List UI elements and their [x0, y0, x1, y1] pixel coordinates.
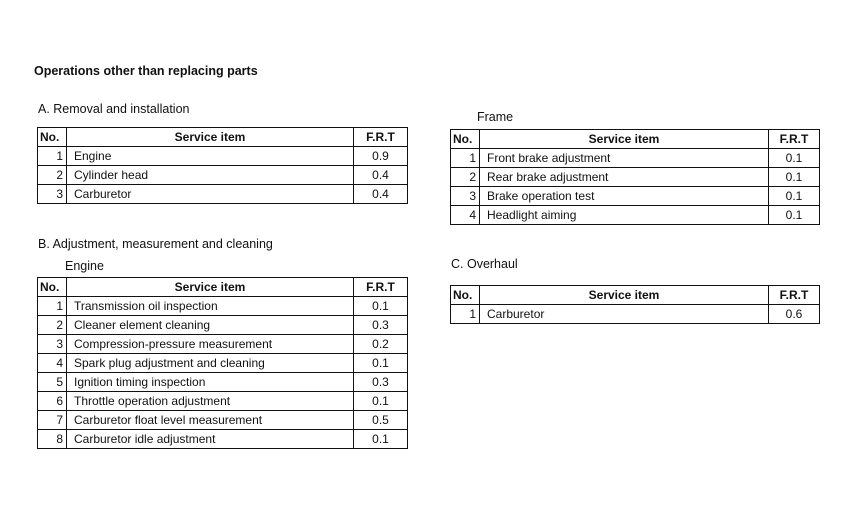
table-row — [38, 373, 408, 392]
service-item: Cylinder head — [67, 166, 354, 185]
service-item: Carburetor idle adjustment — [67, 430, 354, 449]
service-item: Headlight aiming — [480, 206, 769, 225]
row-number: 5 — [38, 373, 67, 392]
row-number: 3 — [38, 335, 67, 354]
row-number: 8 — [38, 430, 67, 449]
row-number: 1 — [451, 305, 480, 324]
table-row — [38, 430, 408, 449]
row-number: 6 — [38, 392, 67, 411]
frame-adjustment-table — [450, 129, 820, 225]
row-number: 2 — [38, 316, 67, 335]
frt-value: 0.1 — [354, 392, 408, 411]
col-header-service-item: Service item — [67, 128, 354, 147]
col-header-frt: F.R.T — [354, 278, 408, 297]
frt-value: 0.1 — [354, 354, 408, 373]
col-header-service-item: Service item — [480, 130, 769, 149]
page-title: Operations other than replacing parts — [34, 64, 258, 78]
table-row — [451, 206, 820, 225]
service-item: Throttle operation adjustment — [67, 392, 354, 411]
service-item: Transmission oil inspection — [67, 297, 354, 316]
row-number: 7 — [38, 411, 67, 430]
col-header-frt: F.R.T — [354, 128, 408, 147]
table-header-row — [38, 128, 408, 147]
col-header-frt: F.R.T — [769, 130, 820, 149]
table-row — [451, 168, 820, 187]
frt-value: 0.1 — [769, 168, 820, 187]
section-a-heading: A. Removal and installation — [38, 102, 190, 116]
service-item: Ignition timing inspection — [67, 373, 354, 392]
table-row — [38, 316, 408, 335]
row-number: 4 — [38, 354, 67, 373]
col-header-no: No. — [38, 278, 67, 297]
frt-value: 0.2 — [354, 335, 408, 354]
frt-value: 0.1 — [769, 149, 820, 168]
table-row — [451, 149, 820, 168]
col-header-no: No. — [38, 128, 67, 147]
frt-value: 0.6 — [769, 305, 820, 324]
overhaul-table — [450, 285, 820, 324]
frt-value: 0.1 — [354, 297, 408, 316]
service-item: Front brake adjustment — [480, 149, 769, 168]
table-row — [38, 335, 408, 354]
table-row — [38, 147, 408, 166]
table-row — [38, 411, 408, 430]
service-item: Brake operation test — [480, 187, 769, 206]
table-header-row — [451, 286, 820, 305]
row-number: 4 — [451, 206, 480, 225]
row-number: 1 — [38, 297, 67, 316]
frt-value: 0.3 — [354, 373, 408, 392]
row-number: 1 — [451, 149, 480, 168]
table-row — [451, 187, 820, 206]
engine-subheading: Engine — [65, 259, 104, 273]
table-row — [38, 166, 408, 185]
table-header-row — [451, 130, 820, 149]
row-number: 2 — [451, 168, 480, 187]
service-item: Spark plug adjustment and cleaning — [67, 354, 354, 373]
col-header-service-item: Service item — [480, 286, 769, 305]
col-header-no: No. — [451, 286, 480, 305]
frame-subheading: Frame — [477, 110, 514, 124]
engine-adjustment-table — [37, 277, 408, 449]
row-number: 1 — [38, 147, 67, 166]
frt-value: 0.4 — [354, 166, 408, 185]
col-header-service-item: Service item — [67, 278, 354, 297]
service-item: Carburetor — [67, 185, 354, 204]
table-row — [38, 354, 408, 373]
removal-installation-table — [37, 127, 408, 204]
table-row — [38, 185, 408, 204]
frt-value: 0.1 — [354, 430, 408, 449]
table-row — [38, 392, 408, 411]
row-number: 3 — [38, 185, 67, 204]
col-header-frt: F.R.T — [769, 286, 820, 305]
frt-value: 0.5 — [354, 411, 408, 430]
frt-value: 0.1 — [769, 187, 820, 206]
service-item: Rear brake adjustment — [480, 168, 769, 187]
row-number: 2 — [38, 166, 67, 185]
service-item: Carburetor — [480, 305, 769, 324]
section-c-heading: C. Overhaul — [451, 257, 518, 271]
service-item: Compression-pressure measurement — [67, 335, 354, 354]
frt-value: 0.4 — [354, 185, 408, 204]
table-row — [451, 305, 820, 324]
service-item: Cleaner element cleaning — [67, 316, 354, 335]
section-b-heading: B. Adjustment, measurement and cleaning — [38, 237, 273, 251]
frt-value: 0.3 — [354, 316, 408, 335]
col-header-no: No. — [451, 130, 480, 149]
frt-value: 0.9 — [354, 147, 408, 166]
frt-value: 0.1 — [769, 206, 820, 225]
row-number: 3 — [451, 187, 480, 206]
table-row — [38, 297, 408, 316]
service-item: Carburetor float level measurement — [67, 411, 354, 430]
table-header-row — [38, 278, 408, 297]
service-item: Engine — [67, 147, 354, 166]
